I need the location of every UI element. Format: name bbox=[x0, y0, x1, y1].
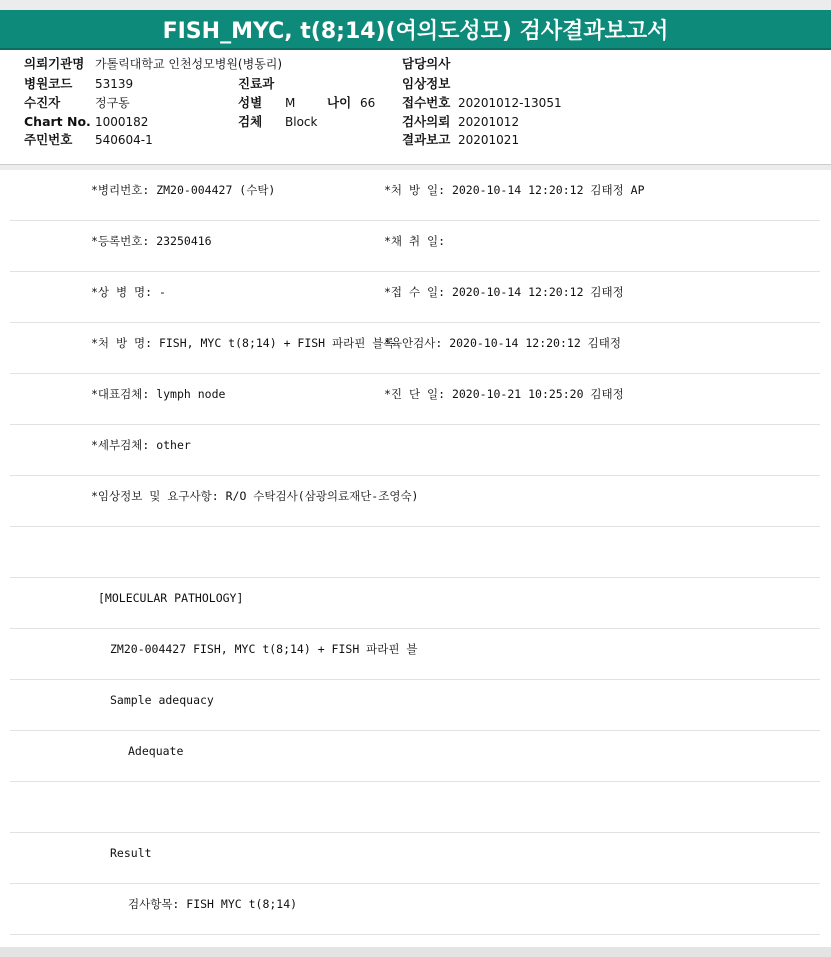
report-row bbox=[10, 629, 820, 680]
report-row bbox=[10, 833, 820, 884]
row-left-text: *대표검체: lymph node bbox=[91, 387, 226, 401]
row-left-text: *병리번호: ZM20-004427 (수탁) bbox=[91, 183, 276, 197]
doctor-label: 담당의사 bbox=[402, 56, 451, 71]
row-left-text: Adequate bbox=[128, 744, 184, 758]
patient-value: 정구동 bbox=[95, 96, 130, 110]
report-row bbox=[10, 221, 820, 272]
report-row bbox=[10, 374, 820, 425]
report-date-value: 20201021 bbox=[458, 133, 520, 147]
row-right-text: *처 방 일: 2020-10-14 12:20:12 김태정 AP bbox=[384, 183, 645, 197]
bottom-scroll-area bbox=[0, 947, 831, 957]
row-right-text: *채 취 일: bbox=[384, 234, 446, 248]
row-right-text: *접 수 일: 2020-10-14 12:20:12 김태정 bbox=[384, 285, 624, 299]
row-left-text: Sample adequacy bbox=[110, 693, 214, 707]
report-row bbox=[10, 578, 820, 629]
report-row bbox=[10, 884, 820, 935]
sex-value: M bbox=[285, 96, 296, 110]
age-value: 66 bbox=[360, 96, 376, 110]
report-date-label: 결과보고 bbox=[402, 132, 451, 147]
institution-value: 가톨릭대학교 인천성모병원(병동리) bbox=[95, 57, 283, 71]
hospital-code-value: 53139 bbox=[95, 77, 134, 91]
chart-no-value: 1000182 bbox=[95, 115, 149, 129]
row-left-text: *등록번호: 23250416 bbox=[91, 234, 212, 248]
report-row bbox=[10, 425, 820, 476]
specimen-value: Block bbox=[285, 115, 318, 129]
row-left-text: ZM20-004427 FISH, MYC t(8;14) + FISH 파라핀 블 bbox=[110, 642, 418, 656]
patient-label: 수진자 bbox=[24, 95, 61, 110]
rrn-label: 주민번호 bbox=[24, 132, 73, 147]
report-row bbox=[10, 782, 820, 833]
specimen-label: 검체 bbox=[238, 114, 263, 129]
report-row bbox=[10, 476, 820, 527]
department-label: 진료과 bbox=[238, 76, 275, 91]
receipt-no-value: 20201012-13051 bbox=[458, 96, 562, 110]
hospital-code-label: 병원코드 bbox=[24, 76, 73, 91]
section-heading: [MOLECULAR PATHOLOGY] bbox=[98, 591, 244, 605]
row-right-text: *진 단 일: 2020-10-21 10:25:20 김태정 bbox=[384, 387, 624, 401]
report-row bbox=[10, 323, 820, 374]
report-body bbox=[0, 170, 831, 947]
receipt-no-label: 접수번호 bbox=[402, 95, 451, 110]
report-row bbox=[10, 272, 820, 323]
report-title: FISH_MYC, t(8;14)(여의도성모) 검사결과보고서 bbox=[0, 10, 831, 50]
report-row bbox=[10, 170, 820, 221]
report-row bbox=[10, 680, 820, 731]
report-row bbox=[10, 731, 820, 782]
request-value: 20201012 bbox=[458, 115, 520, 129]
row-right-text: *육안검사: 2020-10-14 12:20:12 김태정 bbox=[384, 336, 622, 350]
patient-header bbox=[0, 50, 831, 165]
report-row bbox=[10, 527, 820, 578]
chart-no-label: Chart No. bbox=[24, 114, 91, 129]
request-label: 검사의뢰 bbox=[402, 114, 451, 129]
age-label: 나이 bbox=[327, 95, 352, 110]
rrn-value: 540604-1 bbox=[95, 133, 153, 147]
row-left-text: *처 방 명: FISH, MYC t(8;14) + FISH 파라핀 블록 bbox=[91, 336, 395, 350]
row-left-text: Result bbox=[110, 846, 152, 860]
clinical-info-label: 임상정보 bbox=[402, 76, 451, 91]
row-left-text: *임상정보 및 요구사항: R/O 수탁검사(삼광의료재단-조영숙) bbox=[91, 489, 419, 503]
sex-label: 성별 bbox=[238, 95, 263, 110]
row-left-text: *상 병 명: - bbox=[91, 285, 166, 299]
row-left-text: *세부검체: other bbox=[91, 438, 191, 452]
row-left-text: 검사항목: FISH MYC t(8;14) bbox=[128, 897, 298, 911]
institution-label: 의뢰기관명 bbox=[24, 56, 85, 71]
